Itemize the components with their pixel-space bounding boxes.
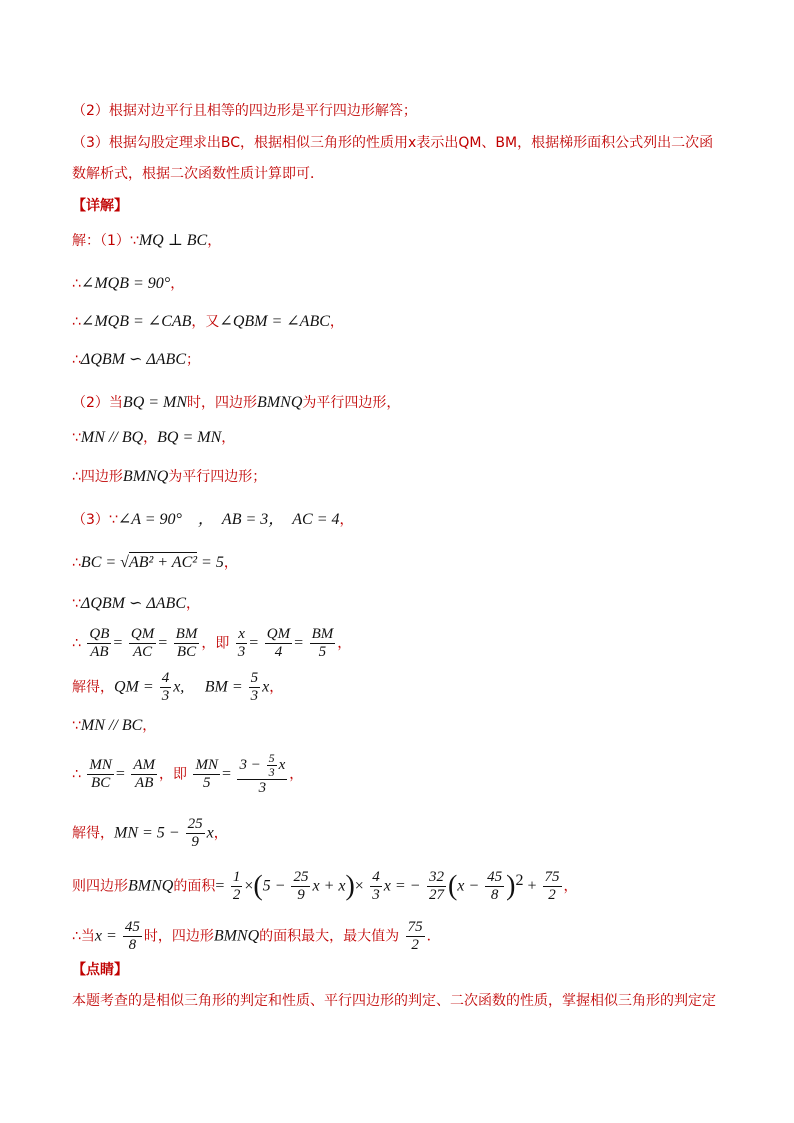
fraction-x-3: $\frac{x}{3}$ xyxy=(237,626,246,660)
detail-header: 【详解】 xyxy=(72,198,128,214)
p3-line-10: ∴当x = $\frac{45}{8}$ 时，四边形BMNQ的面积最大，最大值为 $\frac{75}{2}$ ． xyxy=(72,919,441,953)
p1-line-2: ∴∠MQB = 90°， xyxy=(72,275,185,292)
intro-line-2: （3）根据勾股定理求出BC，根据相似三角形的性质用x表示出QM、BM，根据梯形面积公式列出二次函 xyxy=(72,135,714,151)
p3-line-3: ∵ΔQBM ∽ ΔABC， xyxy=(72,595,200,612)
intro-line-3: 数解析式，根据二次函数性质计算即可． xyxy=(72,166,324,182)
p3-line-9: 则四边形BMNQ的面积= $\frac{1}{2}$ ×(5 − $\frac{25}{9}$ x + x)× $\frac{4}{3}$ x = − $\frac{32}{27}$ (x − $\frac{45}{8}$ )$^2$ + $\frac{75}{2}$ ， xyxy=(72,869,578,903)
p2-line-3: ∴四边形BMNQ为平行四边形； xyxy=(72,468,267,485)
p3-line-8: 解得，MN = 5 − $\frac{25}{9}$ x， xyxy=(72,816,228,850)
p1-line-3: ∴∠MQB = ∠CAB，又∠QBM = ∠ABC， xyxy=(72,313,344,330)
comment-header: 【点睛】 xyxy=(72,962,128,978)
p3-line-6: ∵MN // BC， xyxy=(72,717,157,734)
p2-line-1: （2）当BQ = MN时，四边形BMNQ为平行四边形， xyxy=(72,394,401,411)
fraction-qb-ab: $\frac{QB}{AB}$ xyxy=(89,626,110,660)
fraction-bm-bc: $\frac{BM}{BC}$ xyxy=(175,626,198,660)
fraction-compound: 3 − $\frac{5}{3}$ x 3 xyxy=(239,751,286,796)
p3-line-2: ∴BC = √AB² + AC² = 5， xyxy=(72,554,238,571)
comment-text: 本题考查的是相似三角形的判定和性质、平行四边形的判定、二次函数的性质，掌握相似三角形的判定定 xyxy=(72,993,716,1009)
p3-line-4: ∴ $\frac{QB}{AB}$ = $\frac{QM}{AC}$ = $\frac{BM}{BC}$ ，即 $\frac{x}{3}$ = $\frac{QM}{4}$ = $\frac{BM}{5}$ ， xyxy=(72,626,352,660)
p1-line-1: 解：（1）∵MQ ⊥ BC， xyxy=(72,232,222,249)
p3-line-1: （3）∵∠A = 90° ， AB = 3， AC = 4， xyxy=(72,511,354,528)
p3-line-5: 解得，QM = $\frac{4}{3}$ x, BM = $\frac{5}{3}$ x， xyxy=(72,670,284,704)
fraction-qm-ac: $\frac{QM}{AC}$ xyxy=(130,626,155,660)
fraction-qm-4: $\frac{QM}{4}$ xyxy=(266,626,291,660)
p2-line-2: ∵MN // BQ，BQ = MN， xyxy=(72,429,236,446)
intro-line-1: （2）根据对边平行且相等的四边形是平行四边形解答； xyxy=(72,103,417,119)
p1-line-4: ∴ΔQBM ∽ ΔABC； xyxy=(72,351,200,368)
fraction-bm-5: $\frac{BM}{5}$ xyxy=(311,626,334,660)
p3-line-7: ∴ $\frac{MN}{BC}$ = $\frac{AM}{AB}$ ，即 $\frac{MN}{5}$ = 3 − $\frac{5}{3}$ x 3 ， xyxy=(72,751,304,796)
